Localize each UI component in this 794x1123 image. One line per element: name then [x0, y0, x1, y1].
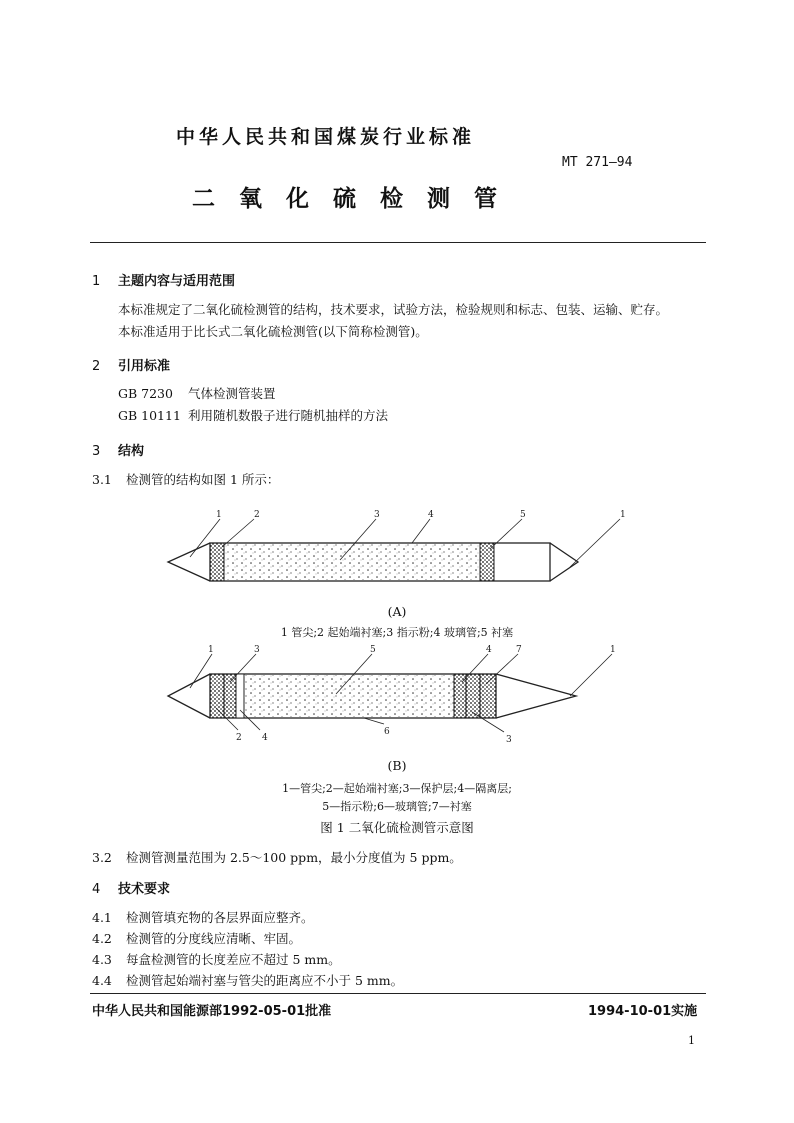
section-4-heading [92, 878, 170, 897]
clause-number: 3.2 [92, 850, 112, 865]
figure-a-label: (A) [387, 604, 407, 619]
isolation-layer-2 [454, 674, 466, 718]
section-title: 结构 [118, 444, 145, 459]
section-number: 4 [92, 882, 101, 897]
reference-name: 气体检测管装置 [188, 386, 276, 401]
indicator-powder [244, 675, 454, 717]
figure-b-caption-line-1: 1—管尖;2—起始端衬塞;3—保护层;4—隔离层; [282, 782, 512, 795]
figure-b-label-3: 3 [254, 645, 260, 655]
clause-text: 检测管的分度线应清晰、牢固。 [126, 931, 302, 946]
figure-b-label-4: 4 [486, 645, 492, 655]
indicator-powder [224, 544, 480, 580]
document-title: 二氧化硫检测管 [192, 186, 521, 212]
section-2-heading [92, 355, 170, 374]
figure-b-label-1b: 1 [610, 645, 616, 655]
figure-a-caption: 1 管尖;2 起始端衬塞;3 指示粉;4 玻璃管;5 衬塞 [280, 626, 514, 639]
figure-b-label-7: 7 [516, 645, 522, 655]
clause-4-4 [92, 971, 403, 989]
figure-a-diagram [150, 505, 650, 605]
figure-a-label-2: 2 [254, 510, 260, 520]
reference-item [118, 384, 276, 402]
start-plug [210, 674, 224, 718]
figure-a-label-4: 4 [428, 510, 434, 520]
clause-number: 4.4 [92, 973, 112, 988]
section-1-heading [92, 270, 235, 289]
figure-a-label-5: 5 [520, 510, 526, 520]
footer-rule [90, 993, 706, 994]
section-1-para-2: 本标准适用于比长式二氧化硫检测管(以下简称检测管)。 [118, 324, 428, 339]
tube-tip-left [168, 543, 210, 581]
figure-b-label-6: 6 [384, 727, 390, 737]
figure-b-diagram [150, 642, 650, 752]
section-3-heading [92, 440, 144, 459]
start-plug [210, 543, 224, 581]
reference-code: GB 10111 [118, 408, 181, 423]
standard-org: 中华人民共和国煤炭行业标准 [176, 126, 476, 148]
section-title: 主题内容与适用范围 [118, 274, 236, 289]
end-plug [480, 674, 496, 718]
clause-text: 检测管填充物的各层界面应整齐。 [126, 910, 314, 925]
clause-number: 4.3 [92, 952, 112, 967]
page-number: 1 [688, 1034, 695, 1047]
protective-layer-2 [466, 674, 480, 718]
section-number: 1 [92, 274, 101, 289]
clause-4-2 [92, 929, 301, 947]
figure-b-label-5: 5 [370, 645, 376, 655]
figure-b-label-1: 1 [208, 645, 214, 655]
reference-item [118, 406, 388, 424]
header-rule [90, 242, 706, 243]
tube-tip-right [550, 543, 578, 581]
clause-4-3 [92, 950, 341, 968]
clause-number: 4.1 [92, 910, 112, 925]
figure-b-label-2: 2 [236, 733, 242, 743]
figure-a-label-1b: 1 [620, 510, 626, 520]
figure-b-label-4b: 4 [262, 733, 268, 743]
figure-a-label-1: 1 [216, 510, 222, 520]
clause-number: 4.2 [92, 931, 112, 946]
standard-code: MT 271—94 [562, 155, 633, 170]
reference-code: GB 7230 [118, 386, 173, 401]
tube-tip-right [496, 674, 576, 718]
tube-tip-left [168, 674, 210, 718]
figure-b-caption-line-2: 5—指示粉;6—玻璃管;7—衬塞 [322, 800, 472, 813]
clause-text: 每盒检测管的长度差应不超过 5 mm。 [126, 952, 341, 967]
figure-b-label: (B) [387, 758, 407, 773]
clause-text: 检测管测量范围为 2.5～100 ppm，最小分度值为 5 ppm。 [126, 850, 462, 865]
figure-b-label-3b: 3 [506, 735, 512, 745]
section-number: 3 [92, 444, 101, 459]
approval-date: 中华人民共和国能源部1992-05-01批准 [92, 1004, 332, 1019]
effective-date: 1994-10-01实施 [588, 1004, 698, 1019]
clause-3-1 [92, 470, 279, 488]
isolation-layer [236, 674, 244, 718]
section-title: 引用标准 [118, 359, 171, 374]
clause-4-1 [92, 908, 314, 926]
reference-name: 利用随机数骰子进行随机抽样的方法 [188, 408, 389, 423]
section-1-para-1: 本标准规定了二氧化硫检测管的结构，技术要求，试验方法，检验规则和标志、包装、运输、贮存。 [118, 302, 669, 317]
clause-text: 检测管的结构如图 1 所示： [126, 472, 280, 487]
end-plug [480, 543, 494, 581]
protective-layer [224, 674, 236, 718]
section-number: 2 [92, 359, 101, 374]
section-title: 技术要求 [118, 882, 171, 897]
figure-caption: 图 1 二氧化硫检测管示意图 [320, 820, 474, 835]
clause-text: 检测管起始端衬塞与管尖的距离应不小于 5 mm。 [126, 973, 404, 988]
clause-number: 3.1 [92, 472, 112, 487]
clause-3-2 [92, 848, 462, 866]
figure-a-label-3: 3 [374, 510, 380, 520]
